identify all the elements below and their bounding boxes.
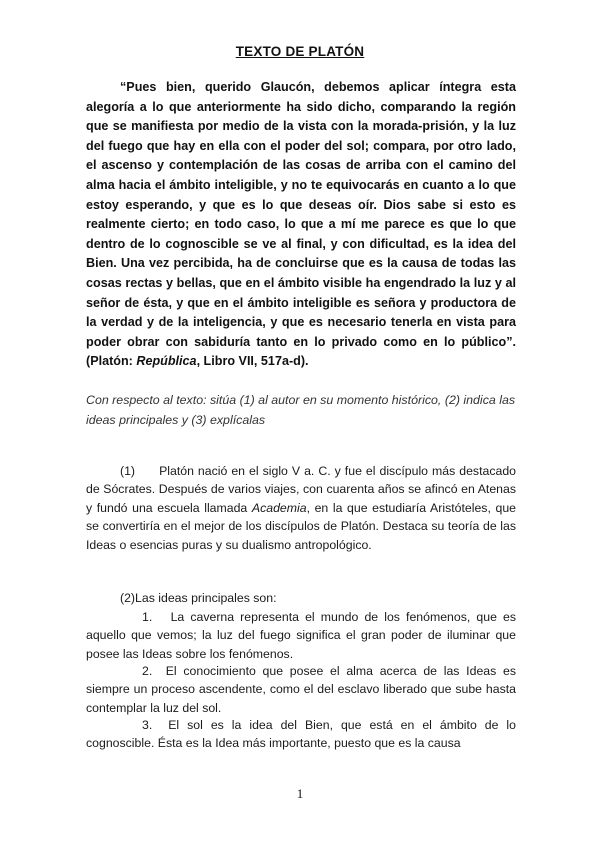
list-item-number: 3. — [142, 718, 153, 732]
section-1-academia: Academia — [251, 500, 307, 515]
list-item-text: El conocimiento que posee el alma acerca de las Ideas es siempre un proceso ascendente, como el del esclavo liberado que sube hasta contemplar la luz del sol. — [86, 664, 516, 715]
section-1-marker: (1) — [120, 464, 136, 478]
section-2-heading: (2)Las ideas principales son: — [120, 591, 277, 605]
list-item — [86, 716, 516, 753]
plato-quote — [86, 78, 516, 372]
list-item — [86, 662, 516, 717]
section-1-text-after: , en la que estudiaría Aristóteles, que se convertiría en el mejor de los discípulos de Platón. Destaca su teoría de las Ideas o esencias puras y su dualismo antropológico. — [86, 500, 516, 552]
section-1-paragraph — [86, 462, 516, 554]
quote-citation: , Libro VII, 517a-d). — [196, 354, 309, 369]
list-item-number: 2. — [142, 664, 153, 678]
list-item-number: 1. — [142, 610, 153, 624]
quote-text: “Pues bien, querido Glaucón, debemos aplicar íntegra esta alegoría a lo que anteriormente ha sido dicho, comparando la región que se manifiesta por medio de la vista con la morada-prisión, y la luz del fuego que hay en ella con el poder del sol; compara, por otro lado, el ascenso y contemplación de las cosas de arriba con el camino del alma hacia el ámbito inteligible, y no te equivocarás en cuanto a lo que estoy esperando, y que es lo que deseas oír. Dios sabe si esto es realmente cierto; en todo caso, lo que a mí me parece es que lo que dentro de lo cognoscible se ve al final, y con dificultad, es la idea del Bien. Una vez percibida, ha de concluirse que es la causa de todas las cosas rectas y bellas, que en el ámbito visible ha engendrado la luz y al señor de ésta, y que en el ámbito inteligible es señora y productora de la verdad y de la inteligencia, y que es necesario tenerla en vista para poder obrar con sabiduría tanto en lo privado como en lo público”. (Platón: — [86, 80, 516, 369]
list-item-text: El sol es la idea del Bien, que está en el ámbito de lo cognoscible. Ésta es la Idea más importante, puesto que es la causa — [86, 718, 516, 751]
page-title: TEXTO DE PLATÓN — [235, 44, 365, 59]
section-1-text-before: Platón nació en el siglo V a. C. y fue el discípulo más destacado de Sócrates. Después de varios viajes, con cuarenta años se afincó en Atenas y fundó una escuela llamada — [86, 464, 517, 515]
list-item — [86, 608, 516, 663]
question-text: Con respecto al texto: sitúa (1) al autor en su momento histórico, (2) indica las ideas principales y (3) explícalas — [86, 393, 516, 427]
page-number: 1 — [296, 786, 304, 801]
quote-work-title: República — [136, 354, 197, 369]
list-item-text: La caverna representa el mundo de los fenómenos, que es aquello que vemos; la luz del fuego significa el gran poder de iluminar que posee las Ideas sobre los fenómenos. — [86, 610, 516, 661]
